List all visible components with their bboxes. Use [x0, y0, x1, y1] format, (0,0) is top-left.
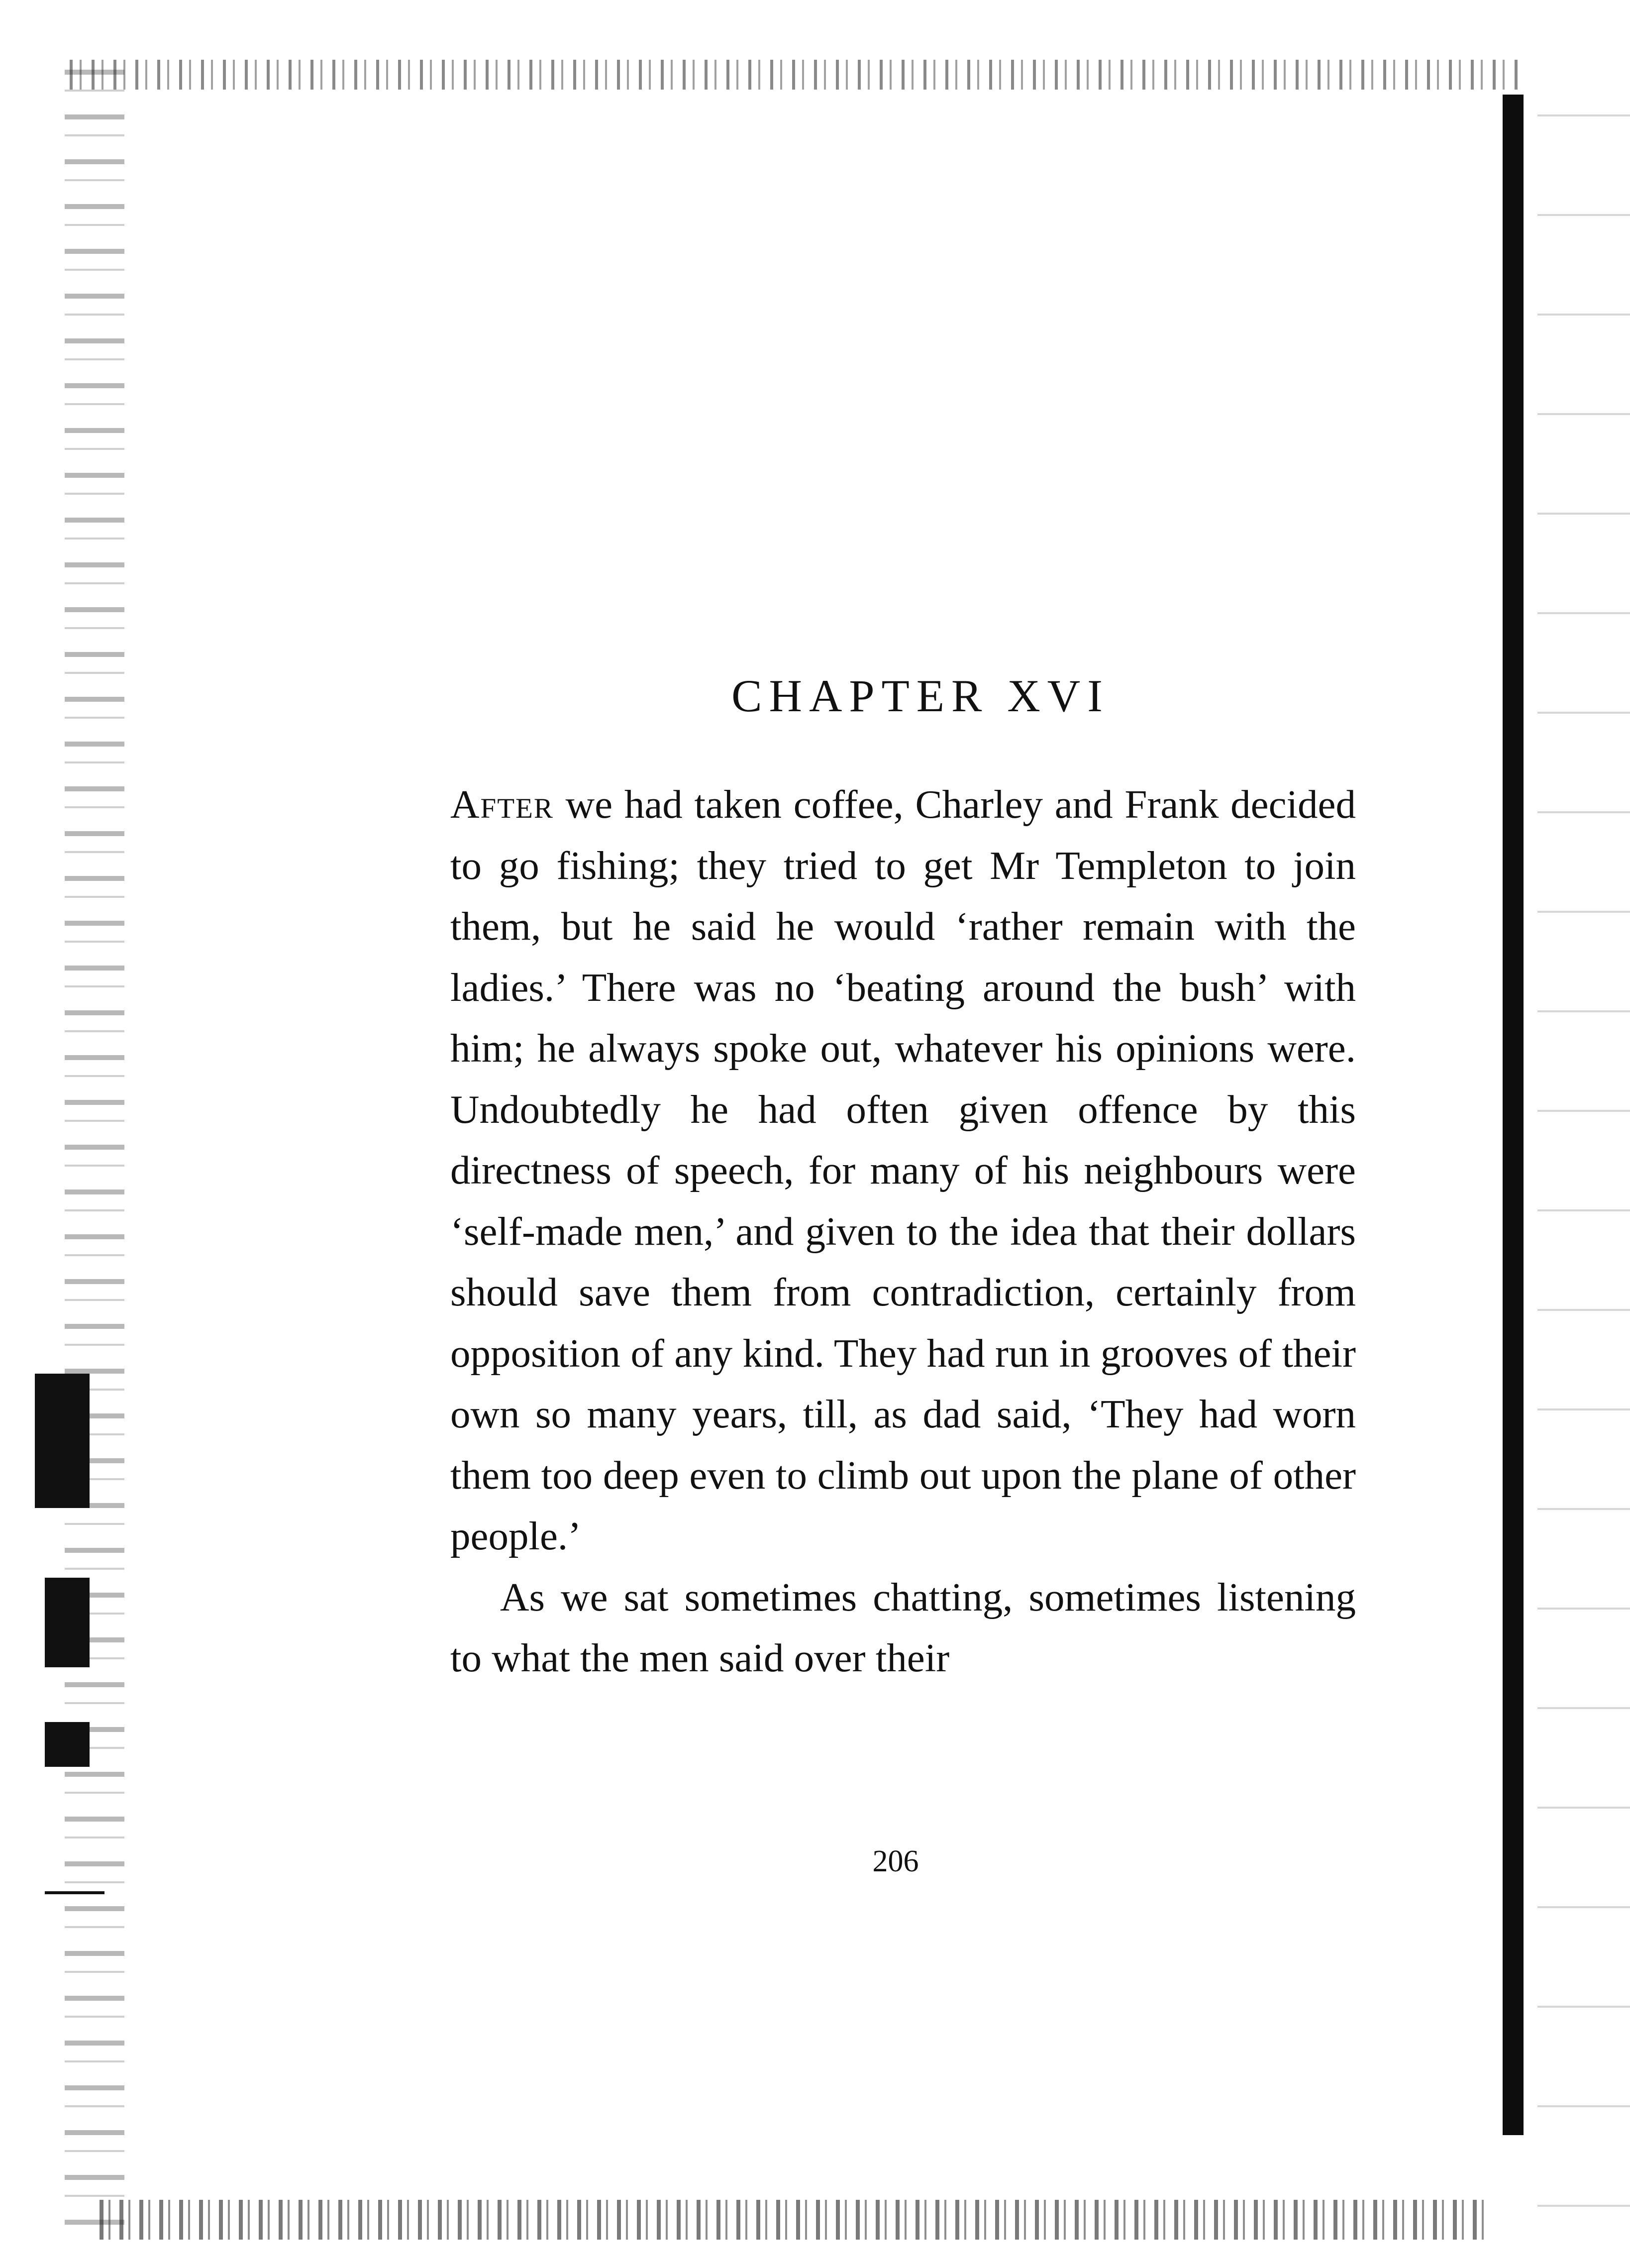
- scan-block: [35, 1374, 90, 1508]
- scan-edge-bottom: [100, 2200, 1493, 2240]
- scan-block: [45, 1578, 90, 1667]
- binding-shadow: [1503, 95, 1524, 2135]
- body-text: [450, 774, 1356, 1689]
- scan-edge-right: [1537, 75, 1630, 2240]
- scan-block: [45, 1722, 90, 1767]
- scan-edge-top: [70, 60, 1518, 90]
- page-number: 206: [872, 1844, 919, 1878]
- paragraph-2: As we sat sometimes chatting, sometimes listening to what the men said over their: [450, 1574, 1356, 1680]
- paragraph-lead-word: After: [450, 782, 554, 827]
- paragraph-1-text: we had taken coffee, Charley and Frank decided to go fishing; they tried to get Mr Templeton to join them, but he said he would ‘rather remain with the ladies.’ There was no ‘beating around the bush’ with him; he always spoke out, whatever his opinions were. Undoubtedly he had often given offence by this directness of speech, for many of his neighbours were ‘self-made men,’ and given to the idea that their dollars should save them from contradiction, certainly from opposition of any kind. They had run in grooves of their own so many years, till, as dad said, ‘They had worn them too deep even to climb out upon the plane of other people.’: [450, 782, 1356, 1558]
- paragraph-1: [450, 774, 1356, 1567]
- scan-rule: [45, 1891, 104, 1894]
- scan-edge-left: [65, 70, 124, 2225]
- chapter-title: CHAPTER XVI: [731, 670, 1110, 721]
